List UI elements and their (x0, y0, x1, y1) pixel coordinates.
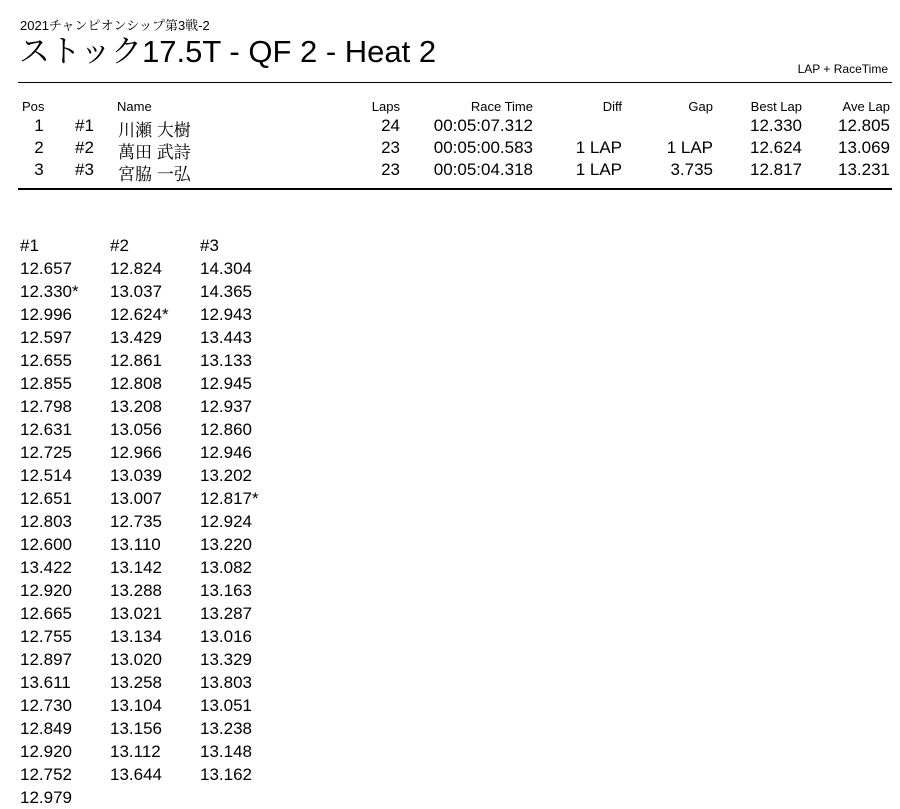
result-gap: 3.735 (670, 160, 713, 179)
lap-time: 13.021 (110, 604, 162, 623)
lap-column (20, 234, 115, 809)
result-race-time: 00:05:07.312 (433, 116, 533, 135)
lap-time: 12.996 (20, 305, 72, 324)
lap-time: 12.924 (200, 512, 252, 531)
lap-time: 13.156 (110, 719, 162, 738)
col-diff: Diff (602, 99, 622, 114)
report-mode: LAP + RaceTime (797, 62, 888, 76)
lap-time: 12.735 (110, 512, 162, 531)
lap-time: 13.163 (200, 581, 252, 600)
lap-time: 14.365 (200, 282, 252, 301)
result-best: 12.817 (750, 160, 802, 179)
lap-time: 13.162 (200, 765, 252, 784)
lap-time: 13.429 (110, 328, 162, 347)
lap-column-header: #1 (20, 236, 39, 255)
lap-time: 13.803 (200, 673, 252, 692)
lap-time: 12.943 (200, 305, 252, 324)
lap-time: 12.755 (20, 627, 72, 646)
col-race-time: Race Time (470, 99, 533, 114)
lap-time: 12.600 (20, 535, 72, 554)
result-race-time: 00:05:00.583 (433, 138, 533, 157)
col-laps: Laps (371, 99, 400, 114)
lap-time: 13.644 (110, 765, 162, 784)
event-name: 2021チャンピオンシップ第3戦-2 (20, 18, 210, 33)
lap-time: 12.946 (200, 443, 252, 462)
result-best: 12.624 (750, 138, 802, 157)
result-laps: 23 (381, 160, 400, 179)
lap-time: 13.110 (110, 535, 161, 554)
lap-time: 13.208 (110, 397, 162, 416)
result-diff: 1 LAP (575, 160, 622, 179)
result-ave: 12.805 (838, 116, 890, 135)
lap-column-header: #3 (200, 236, 219, 255)
result-race-time: 00:05:04.318 (433, 160, 533, 179)
col-best-lap: Best Lap (750, 99, 802, 114)
lap-time: 12.849 (20, 719, 72, 738)
result-best: 12.330 (750, 116, 802, 135)
lap-time: 12.665 (20, 604, 72, 623)
lap-time: 13.238 (200, 719, 252, 738)
lap-time: 13.082 (200, 558, 252, 577)
lap-time: 13.112 (110, 742, 161, 761)
lap-time: 13.202 (200, 466, 252, 485)
lap-time: 13.020 (110, 650, 162, 669)
lap-time: 13.037 (110, 282, 162, 301)
result-name: 宮脇 一弘 (118, 165, 191, 184)
lap-time: 12.725 (20, 443, 72, 462)
result-pos: 1 (34, 116, 44, 135)
result-pos: 3 (34, 160, 44, 179)
lap-time: 12.860 (200, 420, 252, 439)
lap-time: 12.897 (20, 650, 72, 669)
lap-time: 12.803 (20, 512, 72, 531)
lap-time: 13.288 (110, 581, 162, 600)
result-row (0, 160, 900, 184)
lap-time: 12.979 (20, 788, 72, 807)
col-ave-lap: Ave Lap (842, 99, 890, 114)
result-gap: 1 LAP (666, 138, 713, 157)
lap-time: 13.148 (200, 742, 252, 761)
result-num: #2 (75, 138, 94, 157)
result-num: #1 (75, 116, 94, 135)
lap-column (200, 234, 295, 786)
results-divider (18, 188, 892, 190)
lap-time: 12.330* (20, 282, 79, 301)
lap-time: 12.730 (20, 696, 72, 715)
col-gap: Gap (688, 99, 713, 114)
lap-time: 13.051 (200, 696, 252, 715)
lap-time: 13.039 (110, 466, 162, 485)
lap-time: 12.824 (110, 259, 162, 278)
result-laps: 24 (381, 116, 400, 135)
lap-time: 13.422 (20, 558, 72, 577)
lap-time: 12.808 (110, 374, 162, 393)
lap-column-header: #2 (110, 236, 129, 255)
race-title: ストック17.5T - QF 2 - Heat 2 (19, 34, 437, 69)
lap-time: 13.287 (200, 604, 252, 623)
lap-time: 13.007 (110, 489, 162, 508)
lap-time: 12.798 (20, 397, 72, 416)
lap-time: 13.056 (110, 420, 162, 439)
lap-time: 12.861 (110, 351, 162, 370)
lap-time: 13.104 (110, 696, 162, 715)
result-name: 川瀬 大樹 (118, 121, 191, 140)
result-row (0, 138, 900, 162)
col-pos: Pos (22, 99, 45, 114)
lap-time: 12.920 (20, 742, 72, 761)
lap-time: 12.937 (200, 397, 252, 416)
lap-time: 13.258 (110, 673, 162, 692)
result-row (0, 116, 900, 140)
lap-time: 12.597 (20, 328, 72, 347)
lap-time: 13.611 (20, 673, 71, 692)
lap-time: 12.651 (20, 489, 72, 508)
lap-time: 12.855 (20, 374, 72, 393)
lap-time: 12.945 (200, 374, 252, 393)
lap-time: 13.220 (200, 535, 252, 554)
lap-time: 14.304 (200, 259, 252, 278)
title-divider (18, 82, 892, 83)
lap-time: 13.142 (110, 558, 162, 577)
lap-time: 13.133 (200, 351, 252, 370)
lap-time: 12.752 (20, 765, 72, 784)
result-ave: 13.069 (838, 138, 890, 157)
lap-time: 13.016 (200, 627, 252, 646)
result-name: 萬田 武詩 (118, 143, 191, 162)
result-pos: 2 (34, 138, 44, 157)
lap-time: 12.966 (110, 443, 162, 462)
col-name: Name (117, 99, 152, 114)
result-num: #3 (75, 160, 94, 179)
lap-time: 12.657 (20, 259, 72, 278)
lap-time: 12.631 (20, 420, 72, 439)
lap-time: 12.514 (20, 466, 72, 485)
lap-time: 12.920 (20, 581, 72, 600)
lap-time: 13.134 (110, 627, 162, 646)
lap-time: 12.817* (200, 489, 259, 508)
result-ave: 13.231 (838, 160, 890, 179)
lap-time: 12.655 (20, 351, 72, 370)
lap-time: 13.443 (200, 328, 252, 347)
lap-time: 12.624* (110, 305, 169, 324)
lap-time: 13.329 (200, 650, 252, 669)
result-diff: 1 LAP (575, 138, 622, 157)
lap-column (110, 234, 205, 786)
result-laps: 23 (381, 138, 400, 157)
